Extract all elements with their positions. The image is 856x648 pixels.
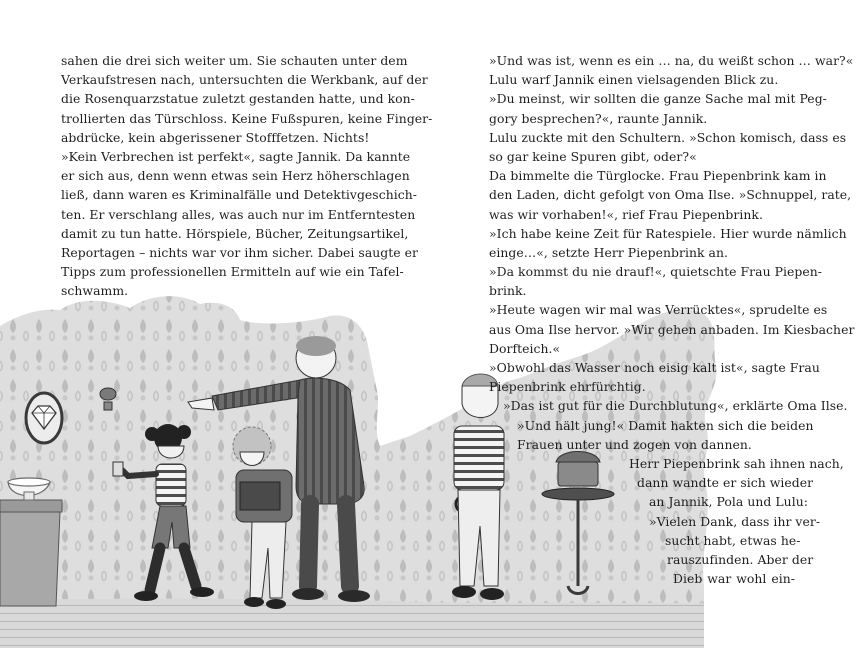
text-line: trollierten das Türschloss. Keine Fußspuren, keine Finger- — [61, 110, 433, 126]
text-line: Piepenbrink ehrfürchtig. — [489, 379, 646, 395]
text-line: ließ, dann waren es Kriminalfälle und Detektivgeschich- — [61, 187, 418, 203]
text-line: Verkaufstresen nach, untersuchten die Werkbank, auf der — [61, 72, 428, 88]
text-line: sucht habt, etwas he- — [665, 532, 801, 548]
text-line: »Kein Verbrechen ist perfekt«, sagte Jannik. Da kannte — [61, 148, 411, 164]
text-line: »Du meinst, wir sollten die ganze Sache mal mit Peg- — [489, 91, 827, 107]
text-line: Herr Piepenbrink sah ihnen nach, — [629, 455, 844, 471]
text-line: brink. — [489, 283, 527, 299]
text-line: Lulu zuckte mit den Schultern. »Schon komisch, dass es — [489, 129, 847, 145]
text-line: was wir vorhaben!«, rief Frau Piepenbrink. — [489, 206, 763, 222]
text-line: »Und hält jung!« Damit hakten sich die beiden — [517, 417, 814, 433]
text-line: »Das ist gut für die Durchblutung«, erklärte Oma Ilse. — [503, 398, 848, 414]
text-line: »Und was ist, wenn es ein … na, du weißt schon … war?« — [489, 53, 854, 68]
text-line: so gar keine Spuren gibt, oder?« — [489, 148, 697, 164]
text-line: die Rosenquarzstatue zuletzt gestanden hatte, und kon- — [61, 91, 415, 107]
right-text-column — [489, 51, 855, 588]
text-line: ten. Er verschlang alles, was auch nur im Entferntesten — [61, 206, 416, 222]
text-line: schwamm. — [61, 283, 129, 299]
text-line: abdrücke, kein abgerissener Stofffetzen. Nichts! — [61, 129, 370, 145]
text-line: einge…«, setzte Herr Piepenbrink an. — [489, 244, 728, 260]
text-line: »Obwohl das Wasser noch eisig kalt ist«, sagte Frau — [489, 360, 820, 375]
text-line: Dorfteich.« — [489, 340, 561, 356]
text-line: aus Oma Ilse hervor. »Wir gehen anbaden. Im Kiesbacher — [489, 321, 855, 337]
text-line: Frauen unter und zogen von dannen. — [517, 436, 752, 452]
text-line: Da bimmelte die Türglocke. Frau Piepenbrink kam in — [489, 168, 827, 184]
text-line: »Ich habe keine Zeit für Ratespiele. Hier wurde nämlich — [489, 225, 847, 241]
text-line: gory besprechen?«, raunte Jannik. — [489, 110, 708, 126]
text-line: »Da kommst du nie drauf!«, quietschte Frau Piepen- — [489, 264, 822, 280]
text-line: Dieb war wohl ein- — [673, 571, 795, 587]
text-line: er sich aus, denn wenn etwas sein Herz höherschlagen — [61, 168, 410, 184]
text-line: sahen die drei sich weiter um. Sie schauten unter dem — [61, 53, 408, 68]
text-line: damit zu tun hatte. Hörspiele, Bücher, Zeitungsartikel, — [61, 225, 409, 241]
text-line: rauszufinden. Aber der — [667, 551, 814, 567]
text-line: »Vielen Dank, dass ihr ver- — [649, 513, 821, 529]
text-line: den Laden, dicht gefolgt von Oma Ilse. »Schnuppel, rate, — [489, 187, 852, 203]
right-page — [428, 0, 856, 648]
text-line: »Heute wagen wir mal was Verrücktes«, sprudelte es — [489, 302, 828, 318]
left-text-column — [61, 51, 433, 300]
text-line: dann wandte er sich wieder — [637, 475, 814, 491]
text-line: an Jannik, Pola und Lulu: — [649, 494, 808, 510]
text-line: Tipps zum professionellen Ermitteln auf wie ein Tafel- — [61, 264, 404, 280]
text-line: Lulu warf Jannik einen vielsagenden Blick zu. — [489, 72, 779, 88]
text-line: Reportagen – nichts war vor ihm sicher. Dabei saugte er — [61, 244, 419, 260]
diamond-frame — [26, 393, 62, 443]
